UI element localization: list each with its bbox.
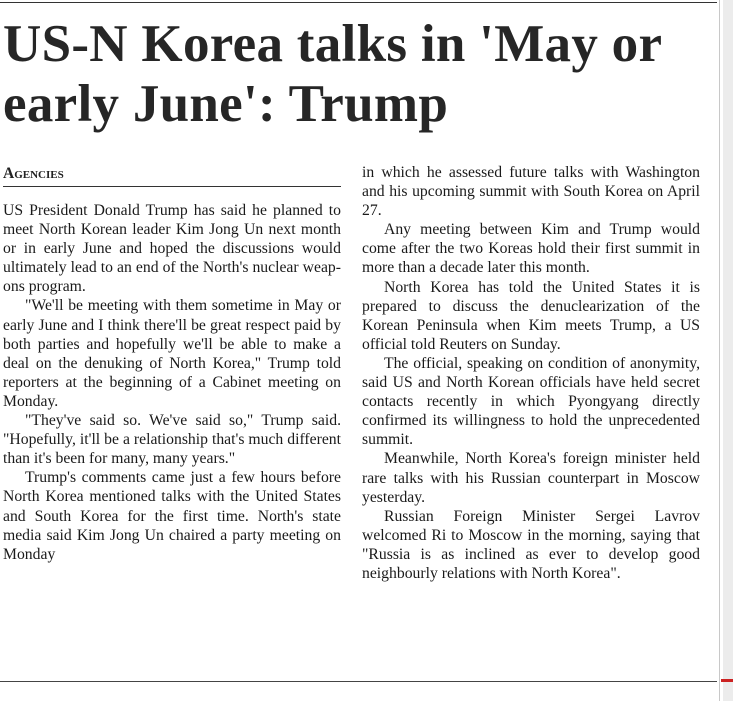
red-accent-mark [721, 679, 733, 682]
headline: US-N Korea talks in 'May or early June': Trump [3, 15, 662, 133]
paragraph: in which he assessed future talks with Washington and his upcoming summit with South Korea on April 27. [362, 164, 700, 220]
paragraph: Meanwhile, North Korea's foreign minister held rare talks with his Russian counterpart in Moscow yesterday. [362, 450, 700, 506]
page-edge [719, 0, 720, 701]
paragraph: "They've said so. We've said so," Trump said. "Hopefully, it'll be a relationship that's much different than it's been for many, many years." [3, 412, 341, 468]
bottom-rule [0, 681, 717, 682]
byline-rule [3, 186, 341, 187]
paragraph: Trump's comments came just a few hours before North Korea mentioned talks with the United States and South Korea for the first time. North's state media said Kim Jong Un chaired a party meeting on Monday [3, 469, 341, 563]
article-column-2 [362, 163, 700, 583]
adjacent-page-strip [723, 0, 733, 701]
paragraph: US President Donald Trump has said he planned to meet North Korean leader Kim Jong Un next month or in early June and hoped the discussions would ultimately lead to an end of the North's nuclear weapons program. [3, 202, 341, 296]
paragraph: Any meeting between Kim and Trump would come after the two Koreas hold their first summit in more than a decade later this month. [362, 221, 700, 277]
byline: Agencies [3, 165, 64, 182]
top-rule [0, 2, 717, 3]
article-column-1 [3, 201, 341, 564]
paragraph: Russian Foreign Minister Sergei Lavrov welcomed Ri to Moscow in the morning, saying that "Russia is as inclined as ever to develop good neighbourly relations with North Korea". [362, 507, 700, 582]
paragraph: The official, speaking on condition of anonymity, said US and North Korean officials have held secret contacts recently in which Pyongyang directly confirmed its willingness to hold the unprecedented summit. [362, 354, 700, 449]
paragraph: North Korea has told the United States it is prepared to discuss the denuclearization of the Korean Peninsula when Kim meets Trump, a US official told Reuters on Sunday. [362, 278, 700, 353]
paragraph: "We'll be meeting with them sometime in May or early June and I think there'll be great respect paid by both parties and hopefully we'll be able to make a deal on the denuking of North Korea," Trump told reporters at the beginning of a Cabinet meeting on Monday. [3, 297, 341, 410]
